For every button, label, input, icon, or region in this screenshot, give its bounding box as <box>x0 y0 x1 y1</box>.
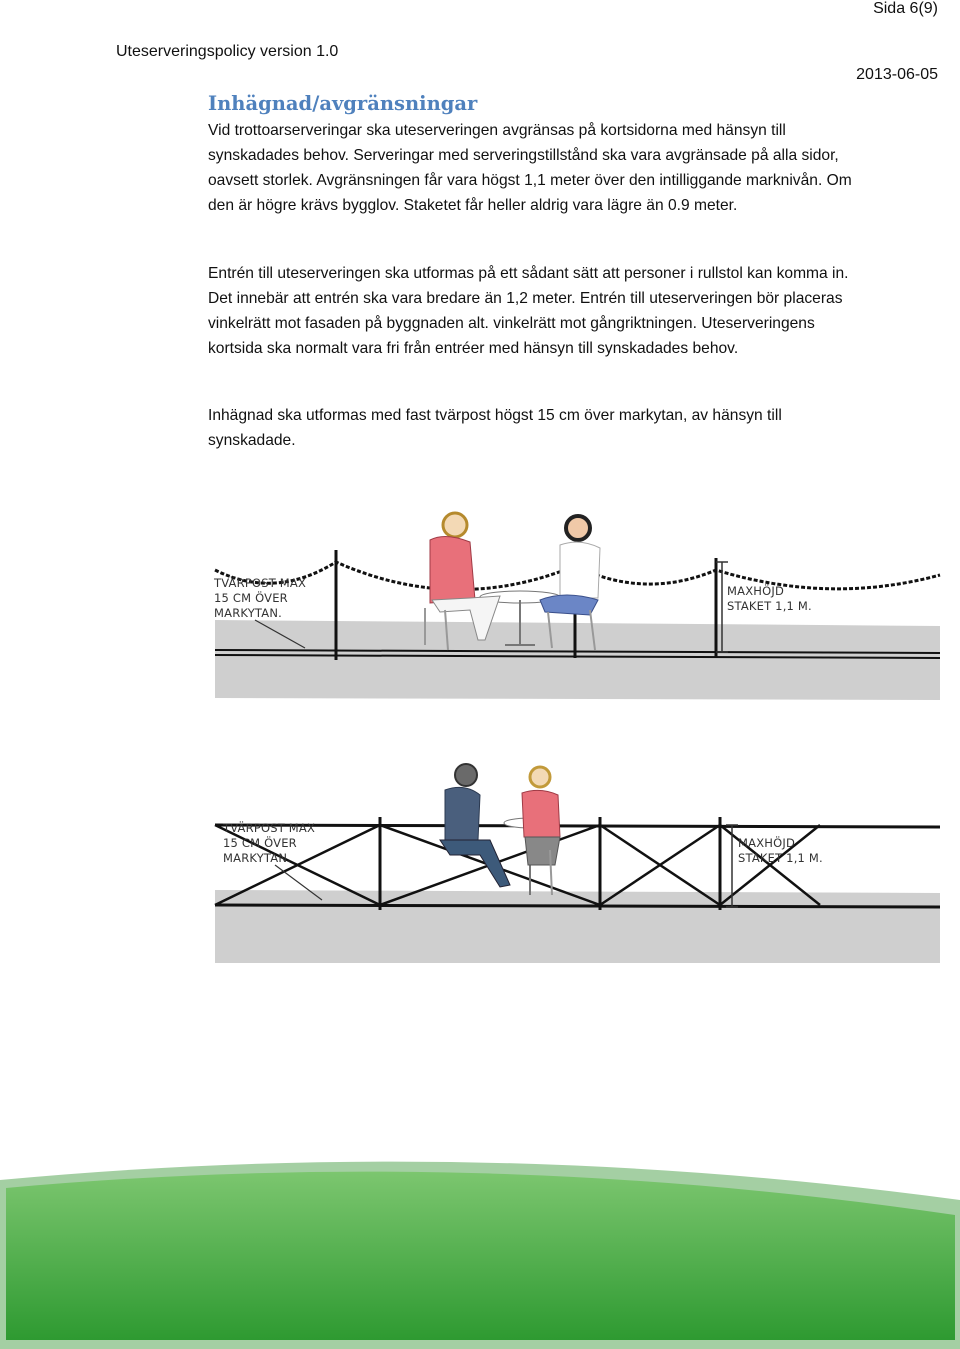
document-title: Uteserveringspolicy version 1.0 <box>116 43 339 60</box>
person-left <box>455 764 477 786</box>
crossbar-label-line2: 15 CM ÖVER <box>214 591 288 605</box>
person-left <box>443 513 467 537</box>
max-height-label-line1: MAXHÖJD <box>738 836 796 850</box>
max-height-label-line2: STAKET 1,1 M. <box>727 599 812 613</box>
crossbar <box>215 905 940 907</box>
ground-plane <box>215 890 940 963</box>
top-rail <box>215 825 940 827</box>
max-height-label-line1: MAXHÖJD <box>727 584 785 598</box>
paragraph-entrance-rules: Entrén till uteserveringen ska utformas på ett sådant sätt att personer i rullstol kan komma in. Det innebär att entrén ska vara bredare än 1,2 meter. Entrén till uteserveringen bör placeras vinkelrätt mot fasaden på byggnaden alt. vinkelrätt mot gångriktningen. Uteserveringens kortsida ska normalt vara fri från entréer med hänsyn till synskadades behov. <box>208 265 849 357</box>
paragraph-enclosure-rules: Vid trottoarserveringar ska uteserveringen avgränsas på kortsidorna med hänsyn till synskadades behov. Serveringar med serveringstillstånd ska vara avgränsade på alla sidor, oavsett storlek. Avgränsningen får vara högst 1,1 meter över den intilliggande marknivån. Om den är högre krävs bygglov. Staketet får heller aldrig vara lägre än 0.9 meter. <box>208 122 852 214</box>
ground-plane <box>215 620 940 700</box>
crossbar-label-line3: MARKYTAN. <box>214 606 282 620</box>
person-right <box>530 767 550 787</box>
section-heading: Inhägnad/avgränsningar <box>208 92 478 115</box>
max-height-label-line2: STAKET 1,1 M. <box>738 851 823 865</box>
crossbar-label-line2: 15 CM ÖVER <box>223 836 297 850</box>
rope-fence-illustration <box>0 500 960 710</box>
person-right <box>566 516 590 540</box>
page-number: Sida 6(9) <box>873 0 938 17</box>
document-date: 2013-06-05 <box>856 66 938 83</box>
crossbar-label-line3: MARKYTAN. <box>223 851 291 865</box>
paragraph-crossbar-rule: Inhägnad ska utformas med fast tvärpost högst 15 cm över markytan, av hänsyn till synskadade. <box>208 407 782 449</box>
crossbar-label-line1: TVÄRPOST MAX <box>223 821 316 835</box>
footer-green-band <box>0 1140 960 1349</box>
crossbar-label-line1: TVÄRPOST MAX <box>214 576 307 590</box>
cross-fence-illustration <box>0 755 960 970</box>
